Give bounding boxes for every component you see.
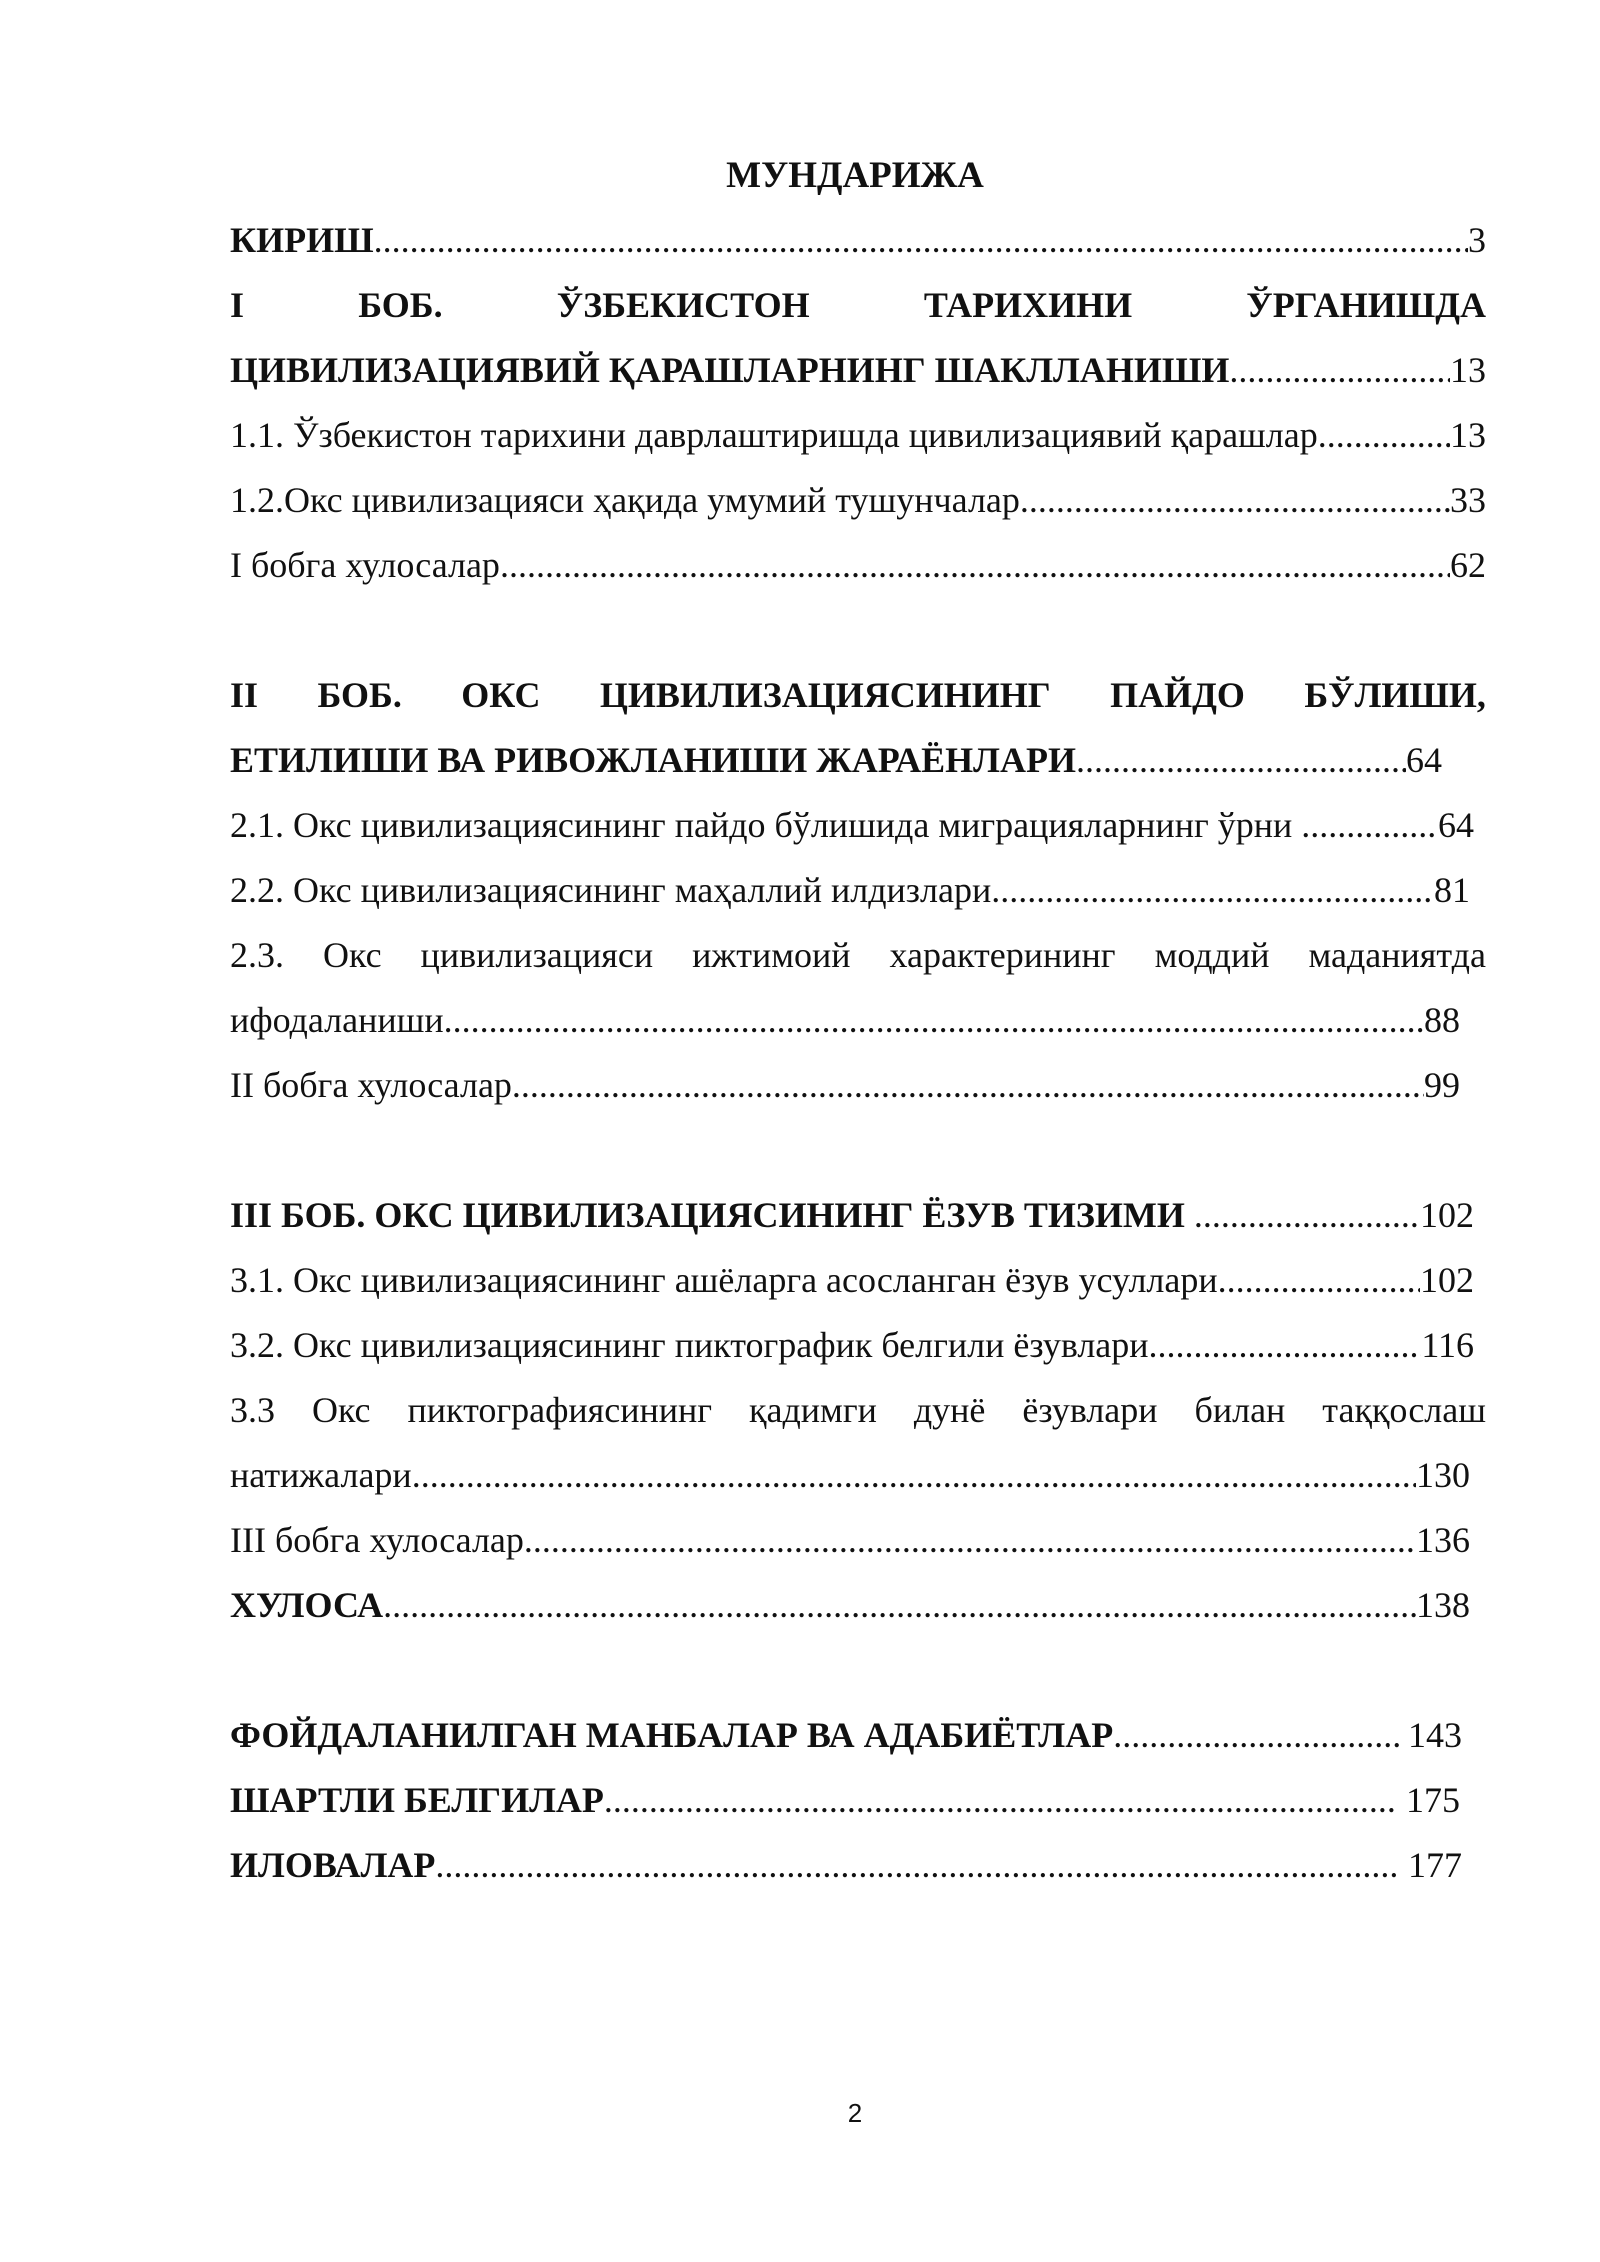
heading-word: II bbox=[230, 675, 259, 715]
toc-chapter1-heading-line2[interactable] bbox=[230, 344, 1486, 396]
toc-entry-2-summary[interactable] bbox=[230, 1059, 1460, 1111]
toc-entry-3-2[interactable] bbox=[230, 1319, 1474, 1371]
toc-chapter2-heading-line1[interactable] bbox=[230, 669, 1486, 721]
toc-entry-text: 2.2. Окс цивилизациясининг маҳаллий илдизлари bbox=[230, 870, 992, 910]
toc-entry-appendix[interactable] bbox=[230, 1839, 1462, 1891]
entry-word: ижтимоий bbox=[692, 935, 851, 975]
toc-entry-text: ифодаланиши bbox=[230, 1000, 444, 1040]
toc-page-number: 64 bbox=[1438, 805, 1474, 845]
toc-page-number: 88 bbox=[1424, 1000, 1460, 1040]
toc-entry-1-summary[interactable] bbox=[230, 539, 1486, 591]
toc-page-number: 136 bbox=[1416, 1520, 1470, 1560]
heading-word: ТАРИХИНИ bbox=[923, 285, 1133, 325]
toc-chapter3-heading[interactable] bbox=[230, 1189, 1474, 1241]
toc-entry-text: ХУЛОСА bbox=[230, 1585, 384, 1625]
toc-entry-text: КИРИШ bbox=[230, 220, 374, 260]
dot-leader bbox=[412, 1449, 1416, 1501]
dot-leader bbox=[374, 214, 1468, 266]
dot-leader bbox=[500, 539, 1450, 591]
entry-word: билан bbox=[1194, 1390, 1286, 1430]
toc-entry-2-2[interactable] bbox=[230, 864, 1470, 916]
toc-page-number: 116 bbox=[1421, 1325, 1474, 1365]
toc-page-number: 177 bbox=[1399, 1845, 1462, 1885]
toc-page-number: 99 bbox=[1424, 1065, 1460, 1105]
toc-entry-text: ЕТИЛИШИ ВА РИВОЖЛАНИШИ ЖАРАЁНЛАРИ bbox=[230, 740, 1076, 780]
toc-entry-text: ФОЙДАЛАНИЛГАН МАНБАЛАР ВА АДАБИЁТЛАР bbox=[230, 1715, 1114, 1755]
page-number: 2 bbox=[847, 2098, 863, 2128]
toc-entry-text: 2.1. Окс цивилизациясининг пайдо бўлишида миграцияларнинг ўрни bbox=[230, 805, 1302, 845]
dot-leader bbox=[512, 1059, 1424, 1111]
toc-page-number: 143 bbox=[1399, 1715, 1462, 1755]
toc-entry-text: ЦИВИЛИЗАЦИЯВИЙ ҚАРАШЛАРНИНГ ШАКЛЛАНИШИ bbox=[230, 350, 1230, 390]
dot-leader bbox=[604, 1774, 1397, 1826]
dot-leader bbox=[383, 1579, 1416, 1631]
toc-entry-conclusion[interactable] bbox=[230, 1579, 1470, 1631]
toc-page-number: 64 bbox=[1406, 740, 1442, 780]
dot-leader bbox=[435, 1839, 1399, 1891]
entry-word: қадимги bbox=[749, 1390, 877, 1430]
heading-word: ОКС bbox=[461, 675, 541, 715]
toc-entry-text: I бобга хулосалар bbox=[230, 545, 500, 585]
toc-entry-1-2[interactable] bbox=[230, 474, 1486, 526]
dot-leader bbox=[1301, 799, 1438, 851]
toc-entry-text: натижалари bbox=[230, 1455, 412, 1495]
heading-word: БОБ. bbox=[317, 675, 402, 715]
toc-page-number: 62 bbox=[1450, 545, 1486, 585]
toc-page-number: 13 bbox=[1450, 350, 1486, 390]
toc-page-number: 138 bbox=[1416, 1585, 1470, 1625]
entry-word: дунё bbox=[913, 1390, 986, 1430]
toc-chapter2-heading-line2[interactable] bbox=[230, 734, 1442, 786]
toc-chapter1-heading-line1[interactable] bbox=[230, 279, 1486, 331]
toc-entry-text: III бобга хулосалар bbox=[230, 1520, 524, 1560]
toc-entry-text: 1.2.Окс цивилизацияси ҳақида умумий тушунчалар bbox=[230, 480, 1020, 520]
entry-word: характерининг bbox=[889, 935, 1116, 975]
toc-entry-3-3-line2[interactable] bbox=[230, 1449, 1470, 1501]
toc-entry-text: 1.1. Ўзбекистон тарихини даврлаштиришда цивилизациявий қарашлар bbox=[230, 415, 1318, 455]
heading-word: ПАЙДО bbox=[1110, 675, 1245, 715]
dot-leader bbox=[1020, 474, 1450, 526]
entry-word: цивилизацияси bbox=[420, 935, 654, 975]
toc-entry-text: 3.2. Окс цивилизациясининг пиктографик белгили ёзувлари bbox=[230, 1325, 1149, 1365]
toc-entry-2-3-line2[interactable] bbox=[230, 994, 1460, 1046]
heading-word: БОБ. bbox=[358, 285, 443, 325]
toc-page-number: 81 bbox=[1434, 870, 1470, 910]
dot-leader bbox=[1218, 1254, 1420, 1306]
entry-word: 3.3 bbox=[230, 1390, 275, 1430]
entry-word: таққослаш bbox=[1322, 1390, 1486, 1430]
toc-entry-2-3-line1[interactable] bbox=[230, 929, 1486, 981]
toc-entry-intro[interactable] bbox=[230, 214, 1486, 266]
entry-word: ёзувлари bbox=[1022, 1390, 1158, 1430]
toc-entry-1-1[interactable] bbox=[230, 409, 1486, 461]
toc-page-number: 175 bbox=[1397, 1780, 1460, 1820]
entry-word: Окс bbox=[322, 935, 382, 975]
toc-page-number: 13 bbox=[1450, 415, 1486, 455]
toc-entry-abbreviations[interactable] bbox=[230, 1774, 1460, 1826]
toc-entry-3-1[interactable] bbox=[230, 1254, 1474, 1306]
toc-entry-text: III БОБ. ОКС ЦИВИЛИЗАЦИЯСИНИНГ ЁЗУВ ТИЗИМИ bbox=[230, 1195, 1194, 1235]
entry-word: пиктографиясининг bbox=[407, 1390, 713, 1430]
toc-entry-3-3-line1[interactable] bbox=[230, 1384, 1486, 1436]
dot-leader bbox=[444, 994, 1424, 1046]
toc-page-number: 3 bbox=[1468, 220, 1486, 260]
dot-leader bbox=[1229, 344, 1450, 396]
dot-leader bbox=[991, 864, 1434, 916]
entry-word: Окс bbox=[311, 1390, 371, 1430]
toc-entry-text: ШАРТЛИ БЕЛГИЛАР bbox=[230, 1780, 604, 1820]
toc-page-number: 130 bbox=[1416, 1455, 1470, 1495]
toc-entry-text: ИЛОВАЛАР bbox=[230, 1845, 436, 1885]
toc-entry-3-summary[interactable] bbox=[230, 1514, 1470, 1566]
toc-page-number: 102 bbox=[1420, 1195, 1474, 1235]
toc-page-number: 102 bbox=[1420, 1260, 1474, 1300]
entry-word: маданиятда bbox=[1308, 935, 1486, 975]
dot-leader bbox=[1149, 1319, 1422, 1371]
dot-leader bbox=[1076, 734, 1406, 786]
heading-word: ЦИВИЛИЗАЦИЯСИНИНГ bbox=[599, 675, 1051, 715]
toc-entry-sources[interactable] bbox=[230, 1709, 1462, 1761]
dot-leader bbox=[524, 1514, 1416, 1566]
toc-entry-text: 3.1. Окс цивилизациясининг ашёларга асосланган ёзув усуллари bbox=[230, 1260, 1218, 1300]
entry-word: 2.3. bbox=[230, 935, 284, 975]
toc-page-number: 33 bbox=[1450, 480, 1486, 520]
toc-entry-2-1[interactable] bbox=[230, 799, 1474, 851]
dot-leader bbox=[1113, 1709, 1399, 1761]
heading-word: ЎРГАНИШДА bbox=[1246, 285, 1486, 325]
heading-word: ЎЗБЕКИСТОН bbox=[556, 285, 810, 325]
entry-word: моддий bbox=[1154, 935, 1270, 975]
toc-title: МУНДАРИЖА bbox=[726, 155, 984, 196]
toc-entry-text: II бобга хулосалар bbox=[230, 1065, 512, 1105]
heading-word: БЎЛИШИ, bbox=[1304, 675, 1486, 715]
heading-word: I bbox=[230, 285, 245, 325]
dot-leader bbox=[1194, 1189, 1420, 1241]
dot-leader bbox=[1318, 409, 1450, 461]
